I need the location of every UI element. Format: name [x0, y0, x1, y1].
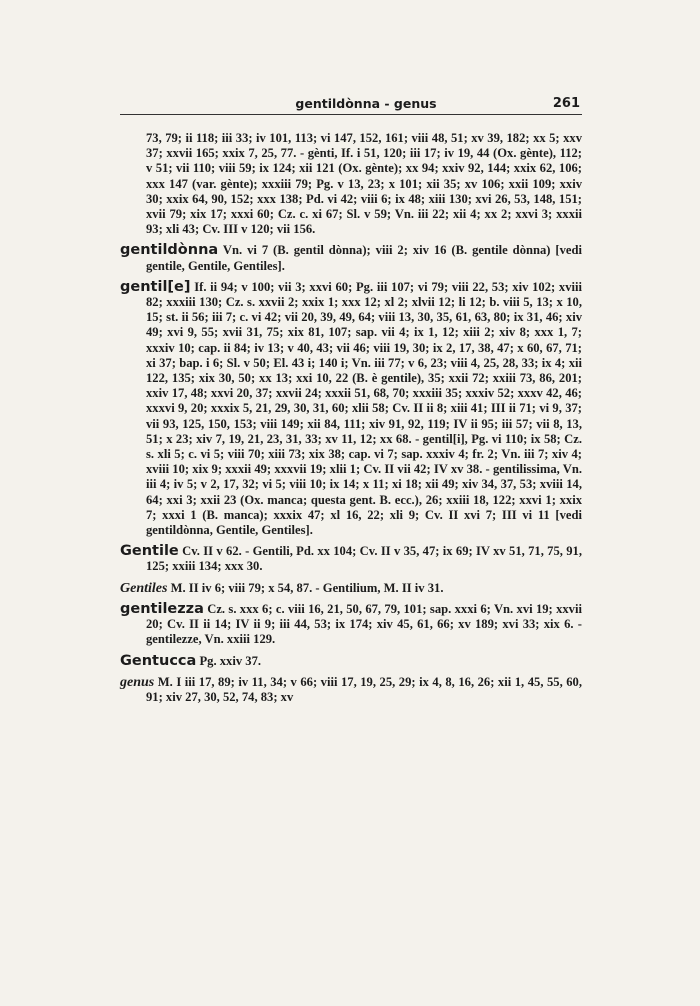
entry-headword: genus [120, 674, 155, 690]
entry-text: Cv. II v 62. - Gentili, Pd. xx 104; Cv. II v 35, 47; ix 69; IV xv 51, 71, 75, 91, 125; xxiii 134; xxx 30. [146, 544, 582, 574]
entry-headword: Gentile [120, 543, 179, 560]
entry-text: Cz. s. xxx 6; c. viii 16, 21, 50, 67, 79, 101; sap. xxxi 6; Vn. xvi 19; xxvii 20; Cv. II ii 14; IV ii 9; iii 44, 53; ix 174; xiv 45, 61, 66; xv 189; xvi 33; xix 6. - gentilezze, Vn. xxiii 129. [146, 601, 582, 647]
entry-headword: gentil[e] [120, 278, 191, 295]
running-head: gentildònna - genus [295, 96, 437, 111]
entry-headword: Gentiles [120, 580, 168, 596]
entry-list [120, 131, 582, 711]
entry-text: M. II iv 6; viii 79; x 54, 87. - Gentilium, M. II iv 31. [170, 580, 444, 595]
entry-gentildonna [120, 243, 582, 273]
entry-headword: gentildònna [120, 242, 219, 259]
entry-gentilezza [120, 602, 582, 648]
page-number: 261 [552, 96, 580, 111]
entry-text: Pg. xxiv 37. [199, 653, 262, 668]
page-header [120, 96, 582, 115]
entry-gentucca [120, 654, 582, 669]
entry-headword: Gentucca [120, 652, 197, 669]
entry-continuation [120, 131, 582, 237]
entry-gentile-proper [120, 544, 582, 574]
entry-genus [120, 675, 582, 705]
entry-gentiles [120, 581, 582, 596]
entry-text: If. ii 94; v 100; vii 3; xxvi 60; Pg. iii 107; vi 79; viii 22, 53; xiv 102; xviii 82; xxxiii 130; Cz. s. xxvii 2; xxix 1; xxx 12; xl 2; xlvii 12; li 12; b. viii 5, 13; x 10, 15; st. ii 56; iii 7; c. vi 42; vii 20, 39, 49, 64; viii 13, 30, 35, 61, 63, 80; ix 31, 46; xiv 49; xvi 9, 55; xvii 31, 75; xix 81, 107; sap. vii 4; ix 1, 12; xiii 2; xiv 8; xxx 1, 7; xxxiv 10; cap. ii 84; iv 13; v 40, 43; vii 46; viii 19, 30; ix 2, 17, 38, 47; x 60, 67, 71; xi 37; bap. i 6; Sl. v 50; El. 43 i; 140 i; Vn. iii 77; v 6, 23; viii 4, 25, 28, 33; ix 4; xii 122, 135; xix 30, 50; xx 13; xxi 10, 22 (B. è gentile), 35; xxii 72; xxiii 73, 86, 201; xxiv 17, 48; xxvi 20, 37; xxvii 24; xxxii 51, 68, 70; xxxiii 35; xxxiv 52; xxxv 42, 46; xxxvi 9, 20; xxxix 5, 21, 29, 30, 31, 60; xlii 58; Cv. II ii 8; xiii 41; III ii 71; vi 9, 37; vii 93, 125, 150, 153; viii 149; xii 84, 111; xiv 91, 92, 119; IV ii 95; iii 57; vii 8, 13, 51; x 23; xiv 7, 19, 21, 23, 31, 33; xv 11, 12; xx 68. - gentil[i], Pg. vi 110; ix 58; Cz. s. xli 5; c. vi 5; viii 70; xiii 73; xix 38; cap. vi 7; sap. xxxiv 4; fr. 2; Vn. iii 7; xiv 4; xviii 10; xix 9; xxxii 49; xxxvii 19; xlii 1; Cv. II vii 42; IV xv 38. - gentilissima, Vn. iii 4; iv 5; v 2, 17, 32; vi 5; viii 10; ix 14; x 11; xi 18; xii 49; xiv 34, 37, 53; xviii 14, 64; xxi 3; xxii 23 (Ox. manca; questa gent. B. ecc.), 26; xxiii 18, 122; xxvi 1; xxix 7; xxxi 1 (B. manca); xxxix 47; xl 16, 22; xli 9; Cv. II xvi 7; III vi 11 [vedi gentildònna, Gentile, Gentiles]. [146, 279, 582, 538]
entry-headword: gentilezza [120, 600, 204, 617]
entry-text: Vn. vi 7 (B. gentil dònna); viii 2; xiv 16 (B. gentile dònna) [vedi gentile, Gentile, Gentiles]. [146, 243, 583, 273]
entry-text: M. I iii 17, 89; iv 11, 34; v 66; viii 17, 19, 25, 29; ix 4, 8, 16, 26; xii 1, 45, 55, 60, 91; xiv 27, 30, 52, 74, 83; xv [146, 674, 582, 704]
entry-text: 73, 79; ii 118; iii 33; iv 101, 113; vi 147, 152, 161; viii 48, 51; xv 39, 182; xx 5; xxv 37; xxvii 165; xxix 7, 25, 77. - gènti, If. i 51, 120; iii 17; iv 19, 44 (Ox. gènte), 112; v 51; vii 110; viii 59; ix 124; xii 121 (Ox. gènte); xx 94; xxiv 92, 144; xxix 62, 106; xxx 147 (var. gènte); xxxiii 79; Pg. v 13, 23; x 101; xii 35; xv 106; xxii 109; xxiv 30; xxix 64, 90, 152; xxx 138; Pd. vi 42; viii 6; ix 48; xiii 130; xvi 26, 53, 148, 151; xvii 79; xix 17; xxxi 60; Cz. c. xi 67; Sl. v 59; Vn. iii 22; xii 4; xx 2; xxvi 3; xxxii 93; xli 43; Cv. III v 120; vii 156. [146, 131, 582, 237]
entry-gentile [120, 280, 582, 538]
